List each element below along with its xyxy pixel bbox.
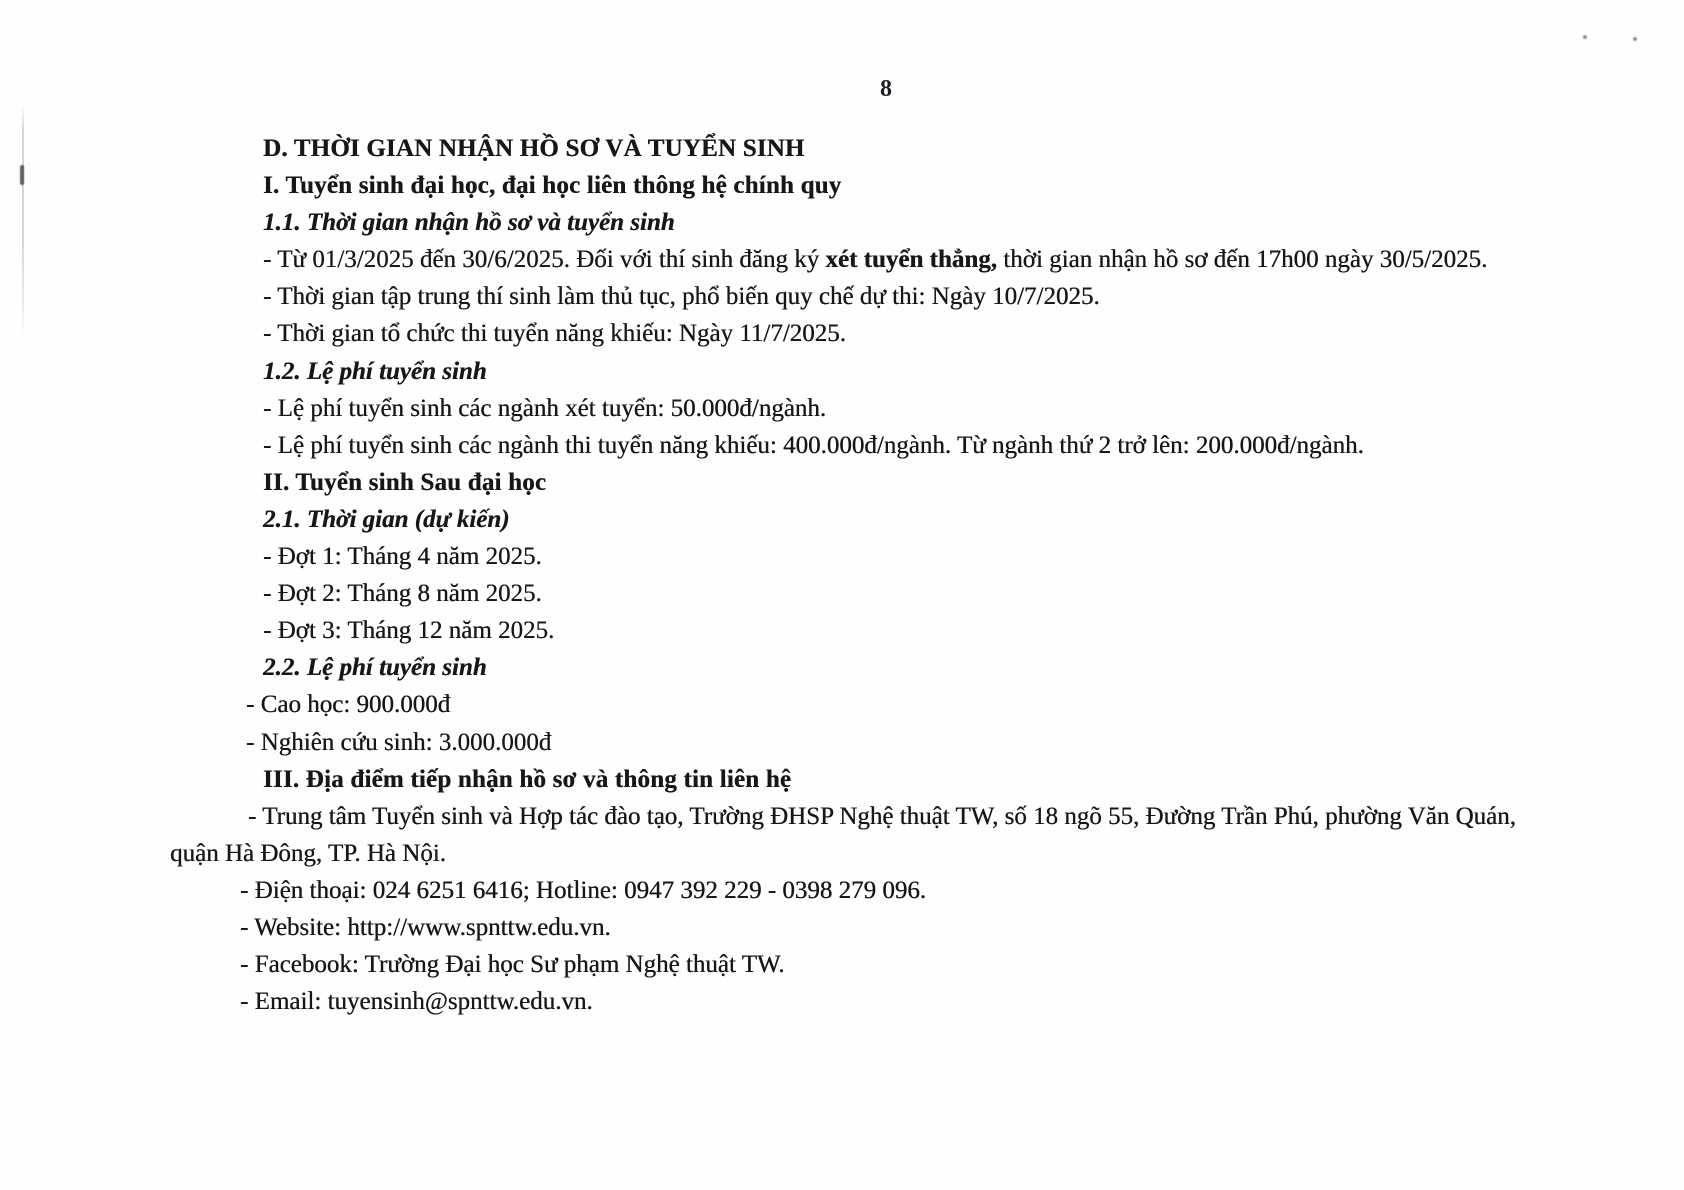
document-line xyxy=(263,315,1684,352)
text-run: I. Tuyển sinh đại học, đại học liên thông hệ chính quy xyxy=(263,172,842,200)
text-run: - Điện thoại: 024 6251 6416; Hotline: 0947 392 229 - 0398 279 096. xyxy=(240,876,927,904)
document-line xyxy=(263,390,1684,427)
text-run: - Từ 01/3/2025 đến 30/6/2025. Đối với thí sinh đăng ký xyxy=(263,246,826,274)
text-run: - Email: tuyensinh@spnttw.edu.vn. xyxy=(240,988,593,1016)
text-run: quận Hà Đông, TP. Hà Nội. xyxy=(170,839,446,867)
text-run: thời gian nhận hồ sơ đến 17h00 ngày 30/5/2025. xyxy=(996,246,1488,274)
page-number: 8 xyxy=(880,76,892,102)
text-run: - Lệ phí tuyển sinh các ngành thi tuyển năng khiếu: 400.000đ/ngành. Từ ngành thứ 2 trở lên: 200.000đ/ngành. xyxy=(263,431,1364,459)
document-line xyxy=(263,649,1684,686)
text-run: - Trung tâm Tuyển sinh và Hợp tác đào tạo, Trường ĐHSP Nghệ thuật TW, số 18 ngõ 55, Đường Trần Phú, phường Văn Quán, xyxy=(248,802,1516,830)
document-line xyxy=(263,278,1684,315)
text-run: 1.2. Lệ phí tuyển sinh xyxy=(263,357,487,385)
document-line xyxy=(263,464,1684,501)
document-line xyxy=(263,167,1684,204)
document-line xyxy=(263,501,1684,538)
text-run: - Lệ phí tuyển sinh các ngành xét tuyển: 50.000đ/ngành. xyxy=(263,394,827,422)
text-run: 1.1. Thời gian nhận hồ sơ và tuyển sinh xyxy=(263,209,675,237)
document-line xyxy=(263,612,1684,649)
scan-dot-artifact xyxy=(1633,37,1637,41)
document-line xyxy=(240,983,1684,1020)
bold-text-run: xét tuyển thẳng, xyxy=(825,246,997,274)
text-run: 2.1. Thời gian (dự kiến) xyxy=(263,505,510,533)
document-line xyxy=(263,427,1684,464)
document-body xyxy=(0,130,1684,1020)
text-run: II. Tuyển sinh Sau đại học xyxy=(263,468,547,496)
document-line xyxy=(240,946,1684,983)
text-run: - Facebook: Trường Đại học Sư phạm Nghệ thuật TW. xyxy=(240,951,785,979)
text-run: - Nghiên cứu sinh: 3.000.000đ xyxy=(246,728,552,756)
text-run: III. Địa điểm tiếp nhận hồ sơ và thông tin liên hệ xyxy=(263,765,792,793)
document-line xyxy=(263,761,1684,798)
document-line xyxy=(263,353,1684,390)
document-line xyxy=(170,835,1684,872)
document-line xyxy=(240,909,1684,946)
document-line xyxy=(263,204,1684,241)
text-run: D. THỜI GIAN NHẬN HỒ SƠ VÀ TUYỂN SINH xyxy=(263,135,805,162)
document-line xyxy=(246,724,1684,761)
text-run: 2.2. Lệ phí tuyển sinh xyxy=(263,654,487,682)
text-run: - Đợt 2: Tháng 8 năm 2025. xyxy=(263,580,542,608)
text-run: - Đợt 1: Tháng 4 năm 2025. xyxy=(263,543,542,571)
text-run: - Website: http://www.spnttw.edu.vn. xyxy=(240,913,611,941)
document-line xyxy=(263,575,1684,612)
document-line xyxy=(240,872,1684,909)
scan-dot-artifact xyxy=(1583,35,1587,39)
text-run: - Thời gian tập trung thí sinh làm thủ tục, phổ biến quy chế dự thi: Ngày 10/7/2025. xyxy=(263,283,1100,311)
document-line xyxy=(246,686,1684,723)
text-run: - Cao học: 900.000đ xyxy=(246,691,451,719)
document-line xyxy=(263,538,1684,575)
document-line xyxy=(263,130,1684,167)
text-run: - Đợt 3: Tháng 12 năm 2025. xyxy=(263,617,555,645)
text-run: - Thời gian tổ chức thi tuyển năng khiếu: Ngày 11/7/2025. xyxy=(263,320,846,348)
document-line xyxy=(248,798,1684,835)
document-line xyxy=(263,241,1684,278)
